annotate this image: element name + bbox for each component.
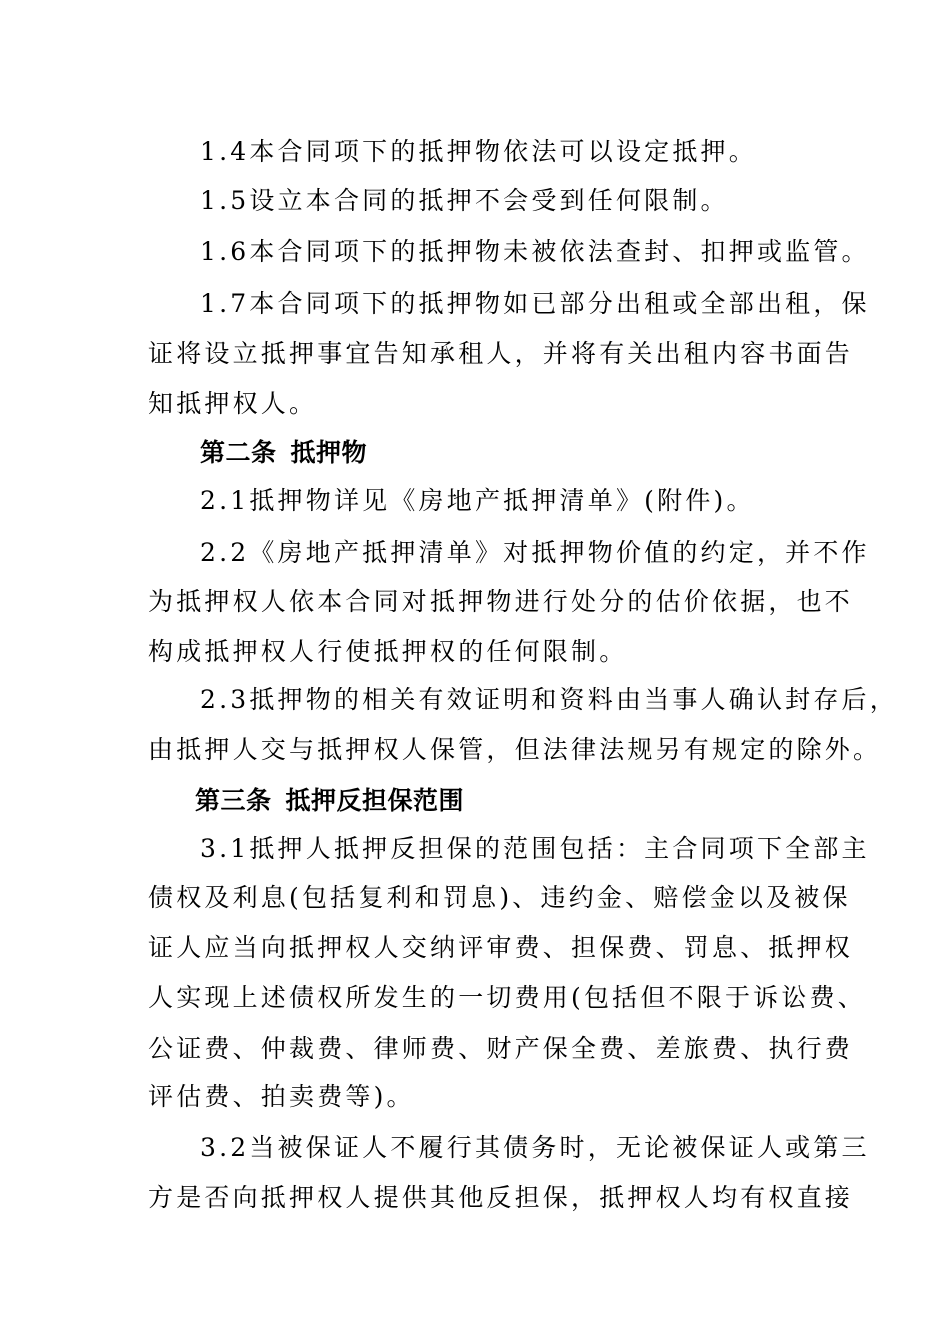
- clause-2-3: 2.3抵押物的相关有效证明和资料由当事人确认封存后，: [200, 685, 898, 714]
- clause-2-3-cont-1: 由抵押人交与抵押权人保管，但法律法规另有规定的除外。: [148, 735, 882, 764]
- article-2-heading: [200, 436, 367, 470]
- article-3-number: 第三条: [195, 786, 272, 815]
- clause-1-7-cont-1: 证将设立抵押事宜告知承租人，并将有关出租内容书面告: [148, 339, 854, 368]
- clause-3-1-cont-2: 证人应当向抵押权人交纳评审费、担保费、罚息、抵押权: [148, 933, 854, 962]
- clause-3-1-cont-1: 债权及利息(包括复利和罚息)、违约金、赔偿金以及被保: [148, 883, 851, 912]
- clause-1-4: 1.4本合同项下的抵押物依法可以设定抵押。: [200, 137, 757, 166]
- clause-2-2: 2.2《房地产抵押清单》对抵押物价值的约定，并不作: [200, 538, 870, 567]
- clause-2-2-cont-1: 为抵押权人依本合同对抵押物进行处分的估价依据，也不: [148, 587, 854, 616]
- clause-3-1-cont-5: 评估费、拍卖费等)。: [148, 1082, 415, 1111]
- clause-1-5: 1.5设立本合同的抵押不会受到任何限制。: [200, 186, 729, 215]
- article-3-heading: [195, 784, 464, 818]
- clause-3-1: 3.1抵押人抵押反担保的范围包括：主合同项下全部主: [200, 834, 870, 863]
- clause-3-1-cont-3: 人实现上述债权所发生的一切费用(包括但不限于诉讼费、: [148, 983, 866, 1012]
- clause-3-2-cont-1: 方是否向抵押权人提供其他反担保，抵押权人均有权直接: [148, 1183, 854, 1212]
- clause-2-2-cont-2: 构成抵押权人行使抵押权的任何限制。: [148, 637, 628, 666]
- article-2-title: 抵押物: [290, 438, 368, 467]
- clause-3-1-cont-4: 公证费、仲裁费、律师费、财产保全费、差旅费、执行费: [148, 1034, 854, 1063]
- article-2-number: 第二条: [200, 438, 277, 467]
- article-3-title: 抵押反担保范围: [285, 786, 465, 815]
- clause-3-2: 3.2当被保证人不履行其债务时，无论被保证人或第三: [200, 1133, 870, 1162]
- clause-1-7-cont-2: 知抵押权人。: [148, 389, 318, 418]
- clause-1-7: 1.7本合同项下的抵押物如已部分出租或全部出租，保: [200, 289, 870, 318]
- clause-2-1: 2.1抵押物详见《房地产抵押清单》(附件)。: [200, 486, 755, 515]
- clause-1-6: 1.6本合同项下的抵押物未被依法查封、扣押或监管。: [200, 237, 870, 266]
